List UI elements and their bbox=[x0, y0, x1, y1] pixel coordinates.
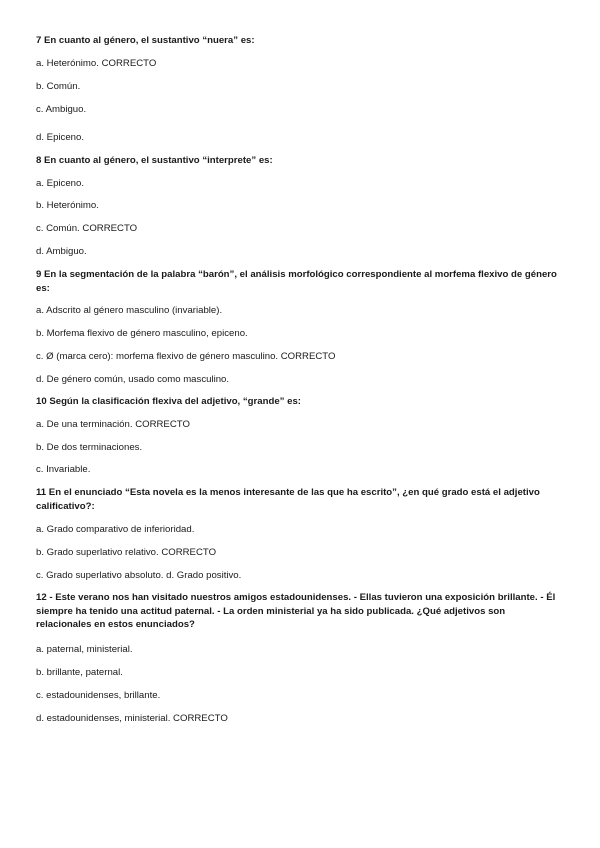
question-9-option-d: d. De género común, usado como masculino. bbox=[36, 374, 230, 385]
question-10-option-b: b. De dos terminaciones. bbox=[36, 442, 143, 453]
question-8-stem: 8 En cuanto al género, el sustantivo “interprete” es: bbox=[36, 155, 273, 166]
question-12-option-b: b. brillante, paternal. bbox=[36, 667, 123, 678]
question-8-option-b: b. Heterónimo. bbox=[36, 200, 99, 211]
question-10-option-a: a. De una terminación. CORRECTO bbox=[36, 419, 190, 430]
question-10-option-c: c. Invariable. bbox=[36, 464, 91, 475]
question-9-option-c: c. Ø (marca cero): morfema flexivo de género masculino. CORRECTO bbox=[36, 351, 336, 362]
question-12-option-a: a. paternal, ministerial. bbox=[36, 644, 133, 655]
question-8-option-c: c. Común. CORRECTO bbox=[36, 223, 138, 234]
question-11-option-c-d: c. Grado superlativo absoluto. d. Grado positivo. bbox=[36, 570, 242, 581]
question-7-option-a: a. Heterónimo. CORRECTO bbox=[36, 58, 157, 69]
question-7-option-d: d. Epiceno. bbox=[36, 132, 85, 143]
question-7-option-b: b. Común. bbox=[36, 81, 81, 92]
question-12-option-c: c. estadounidenses, brillante. bbox=[36, 690, 161, 701]
question-11-option-a: a. Grado comparativo de inferioridad. bbox=[36, 524, 195, 535]
question-9-option-a: a. Adscrito al género masculino (invariable). bbox=[36, 305, 223, 316]
question-9-stem: 9 En la segmentación de la palabra “barón”, el análisis morfológico correspondiente al morfema flexivo de género es: bbox=[36, 269, 557, 294]
question-12-option-d: d. estadounidenses, ministerial. CORRECTO bbox=[36, 713, 228, 724]
question-7-stem: 7 En cuanto al género, el sustantivo “nuera” es: bbox=[36, 35, 255, 46]
question-11-option-b: b. Grado superlativo relativo. CORRECTO bbox=[36, 547, 217, 558]
question-11-stem: 11 En el enunciado “Esta novela es la menos interesante de las que ha escrito”, ¿en qué grado está el adjetivo calificativo?: bbox=[36, 487, 540, 512]
question-9-option-b: b. Morfema flexivo de género masculino, epiceno. bbox=[36, 328, 248, 339]
question-10-stem: 10 Según la clasificación flexiva del adjetivo, “grande” es: bbox=[36, 396, 301, 407]
question-8-option-d: d. Ambiguo. bbox=[36, 246, 87, 257]
question-8-option-a: a. Epiceno. bbox=[36, 178, 85, 189]
question-12-stem: 12 - Este verano nos han visitado nuestros amigos estadounidenses. - Ellas tuvieron una exposición brillante. - Él siempre ha tenido una actitud paternal. - La orden ministerial ya ha sido publicada. ¿Qué adjetivos son relacionales en estos enunciados? bbox=[36, 592, 556, 630]
question-7-option-c: c. Ambiguo. bbox=[36, 104, 87, 115]
